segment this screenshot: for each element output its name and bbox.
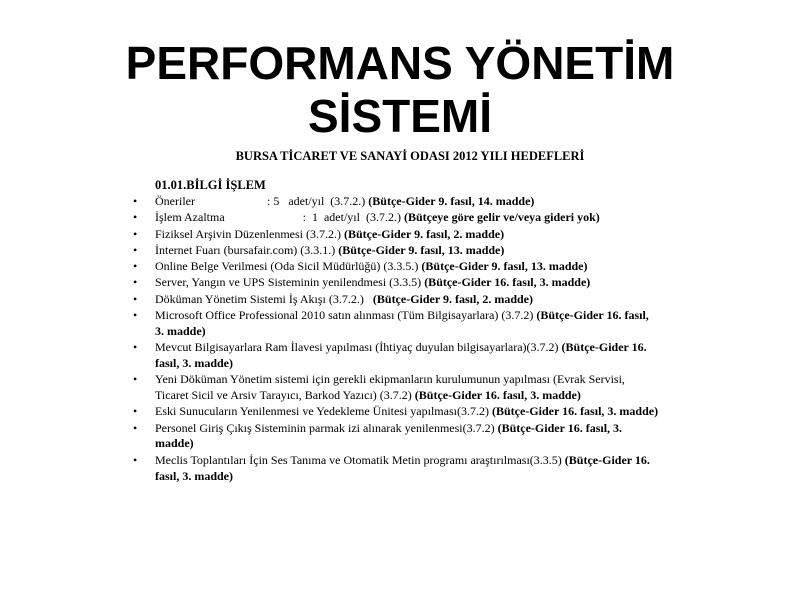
list-item-budget-ref: (Bütçe-Gider 16. fasıl, 3. madde) [155,308,649,338]
list-item-budget-ref: (Bütçe-Gider 16. fasıl, 3. madde) [155,340,647,370]
list-item-budget-ref: (Bütçe-Gider 9. fasıl, 14. madde) [368,194,535,208]
bullet-icon: • [133,404,138,419]
list-item [130,292,660,308]
list-item-text: Eski Sunucuların Yenilenmesi ve Yedekleme Ünitesi yapılması(3.7.2) [155,404,492,419]
list-item-text: Personel Giriş Çıkış Sisteminin parmak izi alınarak yenilenmesi(3.7.2) [155,420,498,435]
bullet-icon: • [133,259,138,274]
bullet-icon: • [133,275,138,290]
slide-title [0,37,800,143]
list-item-text: İşlem Azaltma : 1 adet/yıl (3.7.2.) [155,210,404,225]
slide-title-line-1: PERFORMANS YÖNETİM [125,36,675,89]
bullet-icon: • [133,242,138,257]
list-item [130,372,660,404]
list-item-budget-ref: (Bütçe-Gider 9. fasıl, 13. madde) [338,242,505,257]
list-item-text: İnternet Fuarı (bursafair.com) (3.3.1.) [155,242,339,257]
bullet-icon: • [133,291,138,306]
list-item [130,194,660,210]
bullet-icon: • [133,210,138,225]
bullet-icon: • [133,226,138,241]
list-item-text: Yeni Döküman Yönetim sistemi için gerekli ekipmanların kurulumunun yapılması (Evrak Servisi, Ticaret Sicil ve Arsiv Tarayıcı, Barkod Yazıcı) (3.7.2) [155,372,628,403]
list-item-budget-ref: (Bütçe-Gider 9. fasıl, 2. madde) [372,291,533,306]
list-item [130,308,660,340]
bullet-icon: • [133,372,138,387]
bullet-icon: • [133,340,138,355]
list-item-text: Meclis Toplantıları İçin Ses Tanıma ve Otomatik Metin programı araştırılması(3.3.5) [155,452,565,467]
list-item [130,275,660,291]
list-item [130,404,660,420]
list-item-text: Microsoft Office Professional 2010 satın alınması (Tüm Bilgisayarlara) (3.7.2) [155,308,537,323]
bullet-icon: • [133,452,138,467]
list-item-budget-ref: (Bütçe-Gider 9. fasıl, 2. madde) [343,226,505,241]
list-item [130,453,660,485]
list-item-budget-ref: (Bütçeye göre gelir ve/veya gideri yok) [403,210,600,225]
list-item-text: Öneriler : 5 adet/yıl (3.7.2.) [155,194,369,208]
bullet-icon: • [133,308,138,323]
bullet-icon: • [133,194,138,208]
bullet-icon: • [133,420,138,435]
list-item [130,227,660,243]
list-item-budget-ref: (Bütçe-Gider 16. fasıl, 3. madde) [491,404,659,419]
list-item-text: Mevcut Bilgisayarlara Ram İlavesi yapılması (İhtiyaç duyulan bilgisayarlara)(3.7.2) [155,340,562,355]
goal-list [130,194,670,484]
list-item-budget-ref: (Bütçe-Gider 16. fasıl, 3. madde) [414,388,581,403]
list-item [130,243,660,259]
document-heading: BURSA TİCARET VE SANAYİ ODASI 2012 YILI HEDEFLERİ [235,149,585,163]
list-item [130,210,660,226]
list-item-budget-ref: (Bütçe-Gider 16. fasıl, 3. madde) [155,452,650,483]
list-item-budget-ref: (Bütçe-Gider 16. fasıl, 3. madde) [155,420,623,451]
list-item-budget-ref: (Bütçe-Gider 9. fasıl, 13. madde) [421,259,588,274]
list-item-budget-ref: (Bütçe-Gider 16. fasıl, 3. madde) [424,275,591,290]
list-item-text: Server, Yangın ve UPS Sisteminin yenilendmesi (3.3.5) [155,275,425,290]
list-item-text: Döküman Yönetim Sistemi İş Akışı (3.7.2.) [155,291,373,306]
list-item [130,259,660,275]
list-item-text: Online Belge Verilmesi (Oda Sicil Müdürlüğü) (3.3.5.) [155,259,422,274]
slide-title-line-2: SİSTEMİ [307,89,493,142]
document-image [130,148,670,485]
list-item [130,340,660,372]
list-item-text: Fiziksel Arşivin Düzenlenmesi (3.7.2.) [155,226,344,241]
list-item [130,421,660,453]
section-title: 01.01.BİLGİ İŞLEM [155,178,266,192]
